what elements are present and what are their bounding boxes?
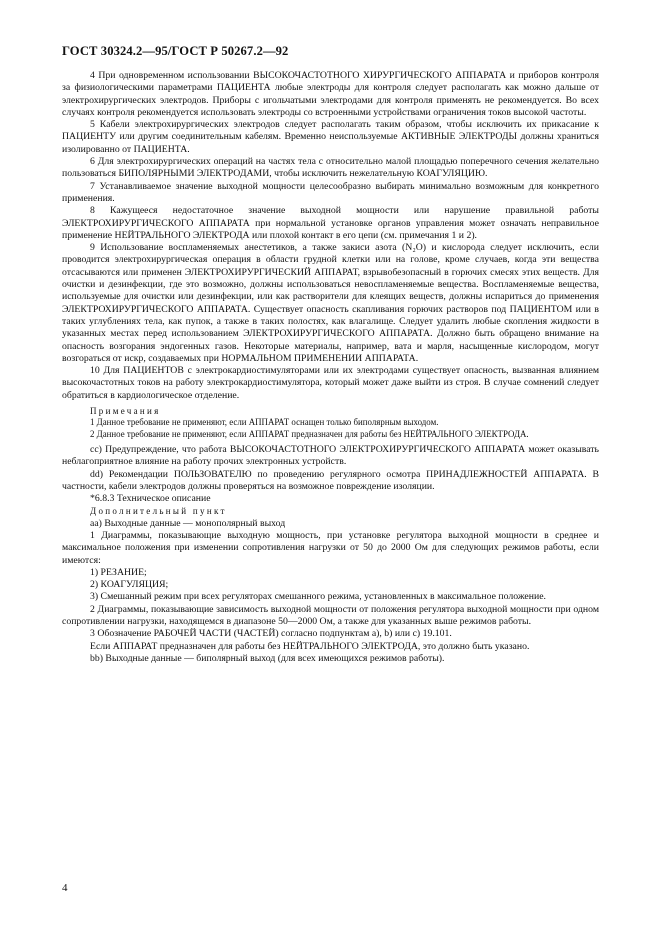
additional-clause-label: Дополнительный пункт <box>90 506 227 517</box>
paragraph-6: 6 Для электрохирургических операций на частях тела с относительно малой площадью поперечного сечения желательно пользоваться БИПОЛЯРНЫМИ ЭЛЕКТРОДАМИ, чтобы исключить нежелательную КОАГУЛЯЦИЮ. <box>62 156 599 180</box>
item-bb: bb) Выходные данные — биполярный выход (для всех имеющихся режимов работы). <box>90 652 445 664</box>
paragraph-5: 5 Кабели электрохирургических электродов следует располагать таким образом, чтобы исключить их прикасание к ПАЦИЕНТУ или другим соединительным кабелям. Временно неиспользуемые АКТИВНЫЕ ЭЛЕКТРОДЫ должны храниться изолированно от ПАЦИЕНТА. <box>62 119 599 155</box>
mode-mixed: 3) Смешанный режим при всех регуляторах смешанного режима, установленных в максимальное положение. <box>90 591 546 603</box>
note-2: 2 Данное требование не применяют, если АППАРАТ предназначен для работы без НЕЙТРАЛЬНОГО ЭЛЕКТРОДА. <box>90 428 529 439</box>
page-header: ГОСТ 30324.2—95/ГОСТ Р 50267.2—92 <box>62 44 289 58</box>
item-dd: dd) Рекомендации ПОЛЬЗОВАТЕЛЮ по проведению регулярного осмотра ПРИНАДЛЕЖНОСТЕЙ АППАРАТА. В частности, кабели электродов должны проверяться на возможное повреждение изоляции. <box>62 468 599 492</box>
item-cc: cc) Предупреждение, что работа ВЫСОКОЧАСТОТНОГО ЭЛЕКТРОХИРУРГИЧЕСКОГО АППАРАТА может оказывать неблагоприятное влияние на работу прочих электронных устройств. <box>62 443 599 468</box>
item-aa-2: 2 Диаграммы, показывающие зависимость выходной мощности от положения регулятора выходной мощности при одном сопротивлении нагрузки, находящемся в диапазоне 50—2000 Ом, а также для указанных выше режимов работы. <box>62 603 599 628</box>
paragraph-4: 4 При одновременном использовании ВЫСОКОЧАСТОТНОГО ХИРУРГИЧЕСКОГО АППАРАТА и приборов контроля за физиологическими параметрами ПАЦИЕНТА любые электроды для контроля следует располагать как можно дальше от электрохирургических электродов. Приборы с игольчатыми электродами для контроля применять не рекомендуется. Во всех случаях контроля рекомендуется использовать электроды со встроенными устройствами ограничения токов высокой частоты. <box>62 70 599 118</box>
paragraph-7: 7 Устанавливаемое значение выходной мощности целесообразно выбирать минимально возможным для конкретного применения. <box>62 180 599 204</box>
mode-cutting: 1) РЕЗАНИЕ; <box>90 566 147 578</box>
item-aa-3: 3 Обозначение РАБОЧЕЙ ЧАСТИ (ЧАСТЕЙ) согласно подпунктам a), b) или c) 19.101. <box>90 628 452 640</box>
note-1: 1 Данное требование не применяют, если АППАРАТ оснащен только биполярным выходом. <box>90 417 439 428</box>
paragraph-9: 9 Использование воспламеняемых анестетиков, а также закиси азота (N₂O) и кислорода следует исключить, если проводится электрохирургическая операция в области грудной клетки или на голове, кроме случаев, когда эти вещества отсасываются или применен ЭЛЕКТРОХИРУРГИЧЕСКИЙ АППАРАТ, взрывобезопасный в горючих смесях этих веществ. Для очистки и дезинфекции, где это возможно, должны использоваться невоспламеняемые вещества. Воспламеняемые вещества, используемые для очистки или дезинфекции, или как растворители для клеящих веществ, должны испариться до применения ЭЛЕКТРОХИРУРГИЧЕСКОГО АППАРАТА. Существует опасность скапливания горючих растворов под ПАЦИЕНТОМ или в таких углублениях тела, как пупок, а также в таких полостях, как влагалище. Следует удалить любые скопления жидкости в указанных местах перед использованием ЭЛЕКТРОХИРУРГИЧЕСКОГО АППАРАТА. Должно быть обращено внимание на опасность возгорания эндогенных газов. Некоторые материалы, например, вата и марля, насыщенные кислородом, могут возгораться от искр, создаваемых при НОРМАЛЬНОМ ПРИМЕНЕНИИ АППАРАТА. <box>62 242 599 364</box>
neutral-electrode-note: Если АППАРАТ предназначен для работы без НЕЙТРАЛЬНОГО ЭЛЕКТРОДА, это должно быть указано. <box>90 640 530 652</box>
document-body <box>62 70 599 665</box>
paragraph-8: 8 Кажущееся недостаточное значение выходной мощности или нарушение правильной работы ЭЛЕКТРОХИРУРГИЧЕСКОГО АППАРАТА при нормальной установке органов управления может означать неправильное применение НЕЙТРАЛЬНОГО ЭЛЕКТРОДА или плохой контакт в его цепи (см. примечания 1 и 2). <box>62 205 599 241</box>
item-aa: aa) Выходные данные — монополярный выход <box>90 517 286 529</box>
page-number: 4 <box>62 882 68 894</box>
paragraph-10: 10 Для ПАЦИЕНТОВ с электрокардиостимуляторами или их электродами существует опасность, вызванная влиянием высокочастотных токов на работу электрокардиостимулятора, который может даже выйти из строя. В случае сомнений следует обратиться в кардиологическое отделение. <box>62 365 599 401</box>
section-6-8-3-heading: *6.8.3 Техническое описание <box>90 493 211 505</box>
item-aa-1: 1 Диаграммы, показывающие выходную мощность, при установке регулятора выходной мощности в среднее и максимальное положения при изменении сопротивления нагрузки от 50 до 2000 Ом для следующих режимов работы, если имеются: <box>62 529 599 566</box>
mode-coagulation: 2) КОАГУЛЯЦИЯ; <box>90 579 169 591</box>
notes-heading: Примечания <box>90 406 161 417</box>
